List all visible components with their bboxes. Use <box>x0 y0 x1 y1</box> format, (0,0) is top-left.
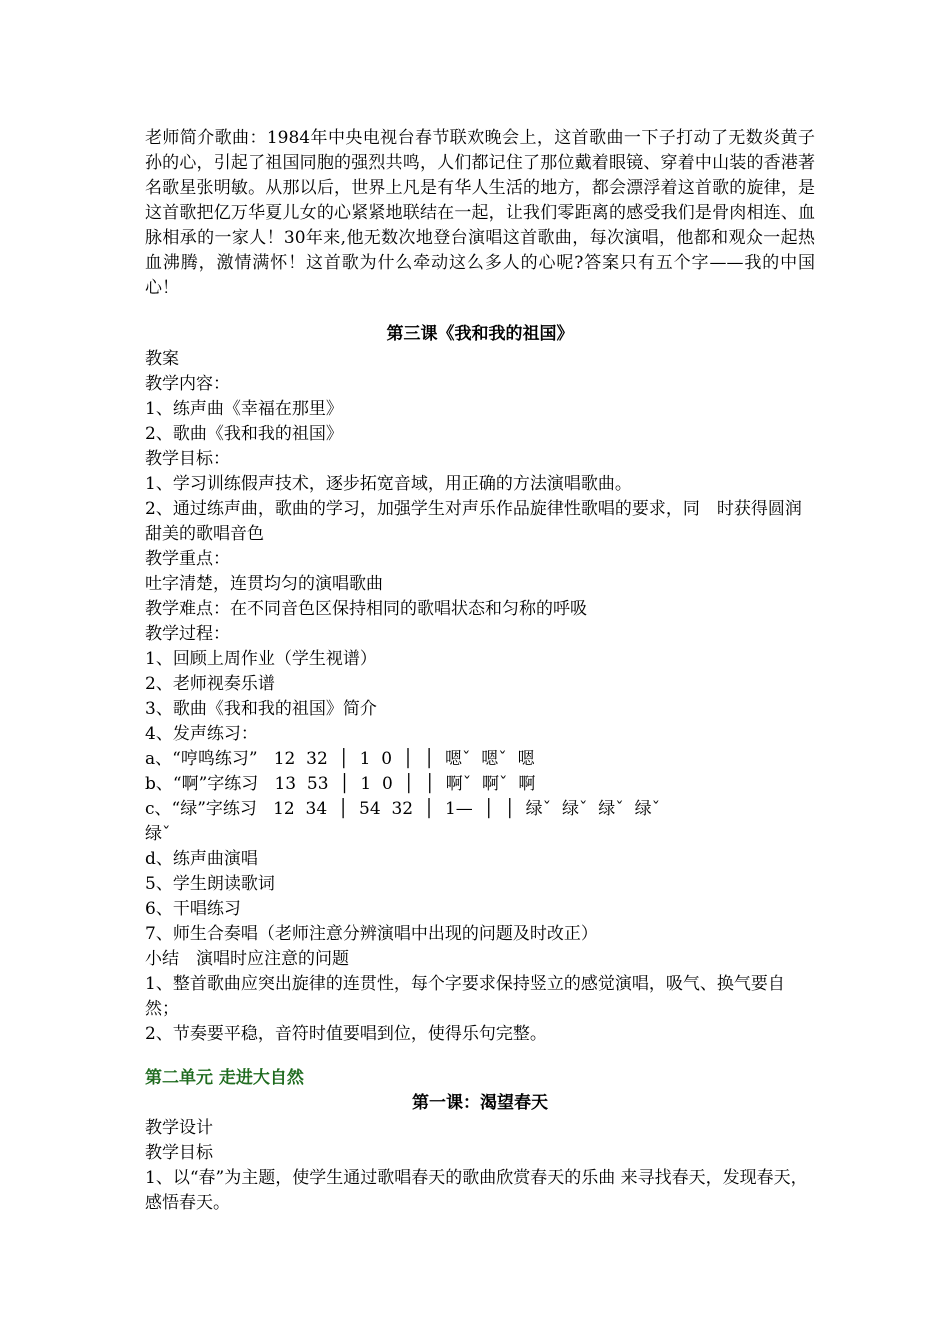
text-line: 教学设计 <box>145 1118 213 1138</box>
unit2-goal-1-paragraph: 1、以“春”为主题，使学生通过歌唱春天的歌曲欣赏春天的乐曲 来寻找春天，发现春天，感悟春天。 <box>145 1168 808 1213</box>
exercise-line-b: b、“啊”字练习 13 53 │ 1 0 │ │ 啊ˇ 啊ˇ 啊 <box>145 774 536 794</box>
lesson1-title: 第一课：渴望春天 <box>412 1093 548 1113</box>
text-line: 教学重点： <box>145 549 230 569</box>
text-line: 7、师生合奏唱（老师注意分辨演唱中出现的问题及时改正） <box>145 924 598 944</box>
goal-2-paragraph: 2、通过练声曲，歌曲的学习，加强学生对声乐作品旋律性歌唱的要求，同 时获得圆润甜美的歌唱音色 <box>145 499 802 544</box>
summary-2-line: 2、节奏要平稳，音符时值要唱到位，使得乐句完整。 <box>145 1024 547 1044</box>
text-line: 教案 <box>145 349 179 369</box>
intro-paragraph: 老师简介歌曲：1984年中央电视台春节联欢晚会上，这首歌曲一下子打动了无数炎黄子孙的心，引起了祖国同胞的强烈共鸣，人们都记住了那位戴着眼镜、穿着中山装的香港著名歌星张明敏。从那以后，世界上凡是有华人生活的地方，都会漂浮着这首歌的旋律，是这首歌把亿万华夏儿女的心紧紧地联结在一起，让我们零距离的感受我们是骨肉相连、血脉相承的一家人！30年来,他无数次地登台演唱这首歌曲，每次演唱，他都和观众一起热血沸腾，激情满怀！这首歌为什么牵动这么多人的心呢?答案只有五个字——我的中国心！ <box>145 128 815 298</box>
text-line: 2、老师视奏乐谱 <box>145 674 275 694</box>
text-line: 教学内容： <box>145 374 230 394</box>
summary-1-paragraph: 1、整首歌曲应突出旋律的连贯性，每个字要求保持竖立的感觉演唱，吸气、换气要自然； <box>145 974 785 1019</box>
text-line: 4、发声练习： <box>145 724 258 744</box>
text-line: 3、歌曲《我和我的祖国》简介 <box>145 699 377 719</box>
lesson3-title: 第三课《我和我的祖国》 <box>386 324 574 344</box>
exercise-line-a: a、“哼鸣练习” 12 32 │ 1 0 │ │ 嗯ˇ 嗯ˇ 嗯 <box>145 749 535 769</box>
text-line: 教学目标： <box>145 449 230 469</box>
text-line: 教学目标 <box>145 1143 213 1163</box>
document-page <box>145 126 815 1216</box>
text-line: 小结 演唱时应注意的问题 <box>145 949 349 969</box>
exercise-line-c-continued: 绿ˇ <box>145 824 171 844</box>
text-line: 教学过程： <box>145 624 230 644</box>
unit2-heading: 第二单元 走进大自然 <box>145 1068 304 1088</box>
text-line: 1、练声曲《幸福在那里》 <box>145 399 343 419</box>
text-line: 6、干唱练习 <box>145 899 241 919</box>
text-line: 5、学生朗读歌词 <box>145 874 275 894</box>
exercise-line-c: c、“绿”字练习 12 34 │ 54 32 │ 1— │ │ 绿ˇ 绿ˇ 绿ˇ 绿ˇ <box>145 799 661 819</box>
text-line: 1、回顾上周作业（学生视谱） <box>145 649 377 669</box>
text-line: 1、学习训练假声技术，逐步拓宽音域，用正确的方法演唱歌曲。 <box>145 474 632 494</box>
text-line: 吐字清楚，连贯均匀的演唱歌曲 <box>145 574 383 594</box>
text-line: d、练声曲演唱 <box>145 849 258 869</box>
text-line: 教学难点：在不同音色区保持相同的歌唱状态和匀称的呼吸 <box>145 599 587 619</box>
text-line: 2、歌曲《我和我的祖国》 <box>145 424 343 444</box>
